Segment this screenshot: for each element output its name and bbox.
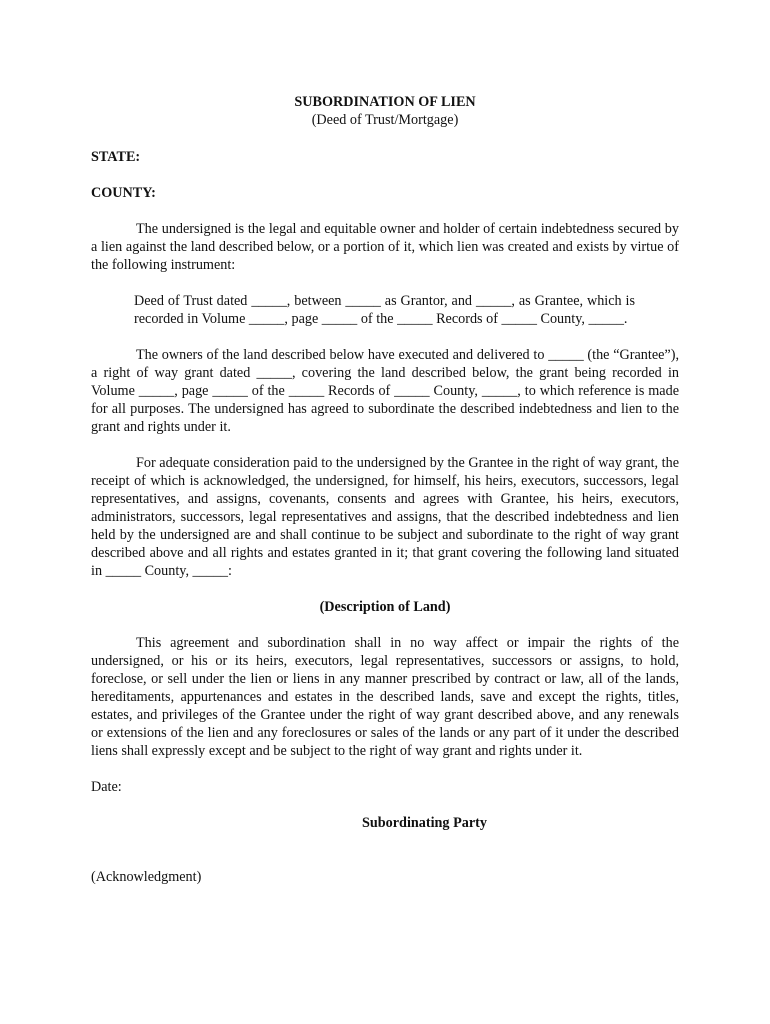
paragraph-ownership: The undersigned is the legal and equitable owner and holder of certain indebtedness secured by a lien against the land described below, or a portion of it, which lien was created and exists by virtue of the following instrument: [91, 221, 679, 273]
instrument-description: Deed of Trust dated _____, between _____ as Grantor, and _____, as Grantee, which is recorded in Volume _____, page _____ of the _____ Records of _____ County, _____. [134, 293, 635, 327]
state-label: STATE: [91, 149, 141, 165]
subordinating-party-label: Subordinating Party [362, 815, 487, 831]
paragraph-agreement: This agreement and subordination shall in no way affect or impair the rights of the undersigned, or his or its heirs, executors, legal representatives, successors or assigns, to hold, foreclose, or sell under the lien or liens in any manner prescribed by contract or law, all of the lands, hereditaments, appurtenances and estates in the described lands, save and except the rights, titles, estates, and privileges of the Grantee under the right of way grant described above, and any renewals or extensions of the lien and any foreclosures or sales of the lands or any part of it under the described liens shall expressly except and be subject to the right of way grant and rights under it. [91, 635, 679, 759]
county-label: COUNTY: [91, 185, 156, 201]
document-page [91, 93, 679, 886]
description-of-land-heading: (Description of Land) [319, 599, 451, 615]
paragraph-grant: The owners of the land described below have executed and delivered to _____ (the “Grantee”), a right of way grant dated _____, covering the land described below, the grant being recorded in Volume _____, page _____ of the _____ Records of _____ County, _____, to which reference is made for all purposes. The undersigned has agreed to subordinate the described indebtedness and lien to the grant and rights under it. [91, 347, 679, 435]
date-label: Date: [91, 779, 122, 795]
document-subtitle: (Deed of Trust/Mortgage) [311, 112, 459, 128]
document-title: SUBORDINATION OF LIEN [294, 94, 476, 110]
acknowledgment-label: (Acknowledgment) [91, 869, 202, 885]
paragraph-consideration: For adequate consideration paid to the undersigned by the Grantee in the right of way grant, the receipt of which is acknowledged, the undersigned, for himself, his heirs, executors, successors, legal representatives, and assigns, covenants, consents and agrees with Grantee, his heirs, executors, administrators, successors, legal representatives and assigns, that the described indebtedness and lien held by the undersigned are and shall continue to be subject and subordinate to the right of way grant described above and all rights and estates granted in it; that grant covering the following land situated in _____ County, _____: [91, 455, 679, 579]
